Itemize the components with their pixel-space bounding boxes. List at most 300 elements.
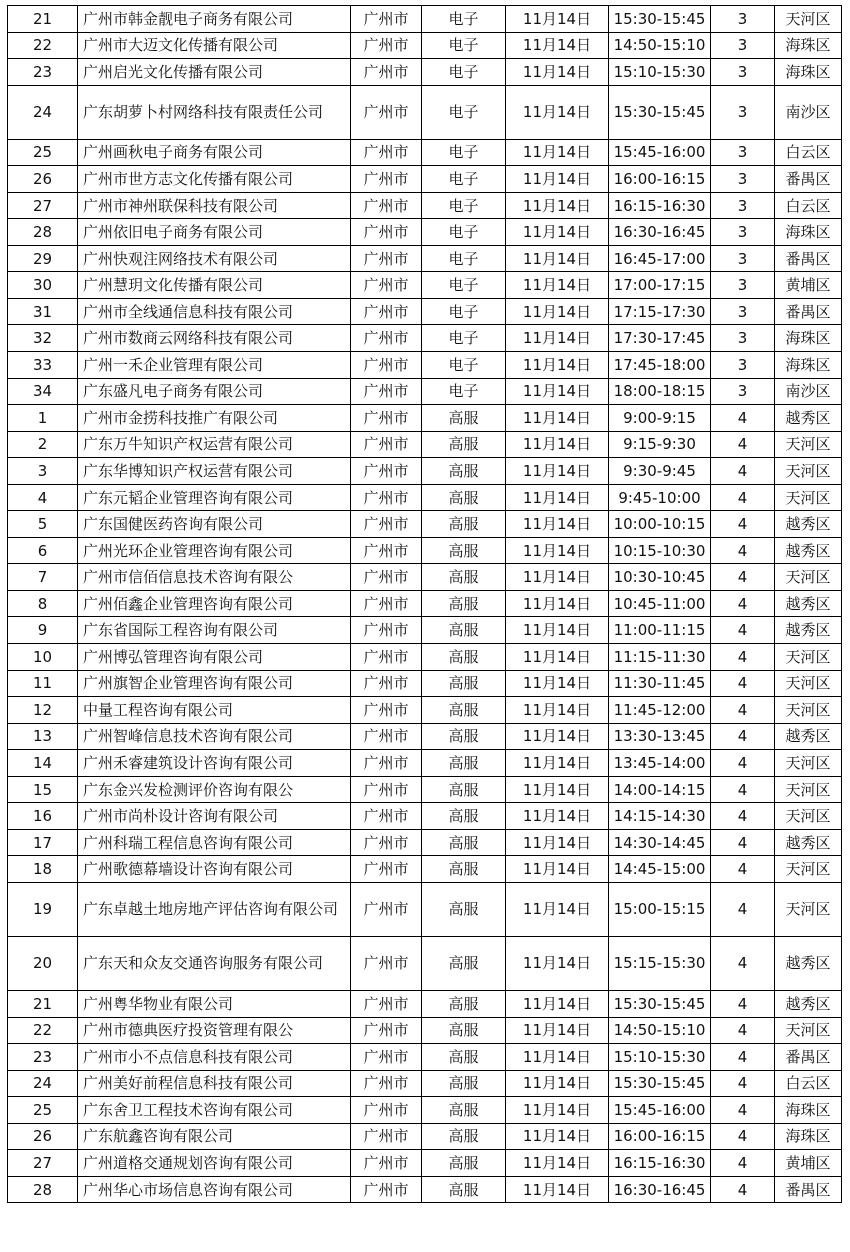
table-row	[8, 484, 842, 511]
city-cell: 广州市	[351, 298, 422, 325]
table-row	[8, 245, 842, 272]
district-cell: 南沙区	[775, 85, 842, 139]
date-cell: 11月14日	[506, 352, 609, 379]
city-cell: 广州市	[351, 85, 422, 139]
table-row	[8, 936, 842, 990]
session-number-cell: 4	[711, 1150, 775, 1177]
row-number-cell: 24	[8, 1070, 78, 1097]
time-slot-cell: 15:30-15:45	[609, 1070, 711, 1097]
table-row	[8, 352, 842, 379]
city-cell: 广州市	[351, 405, 422, 432]
table-row	[8, 803, 842, 830]
table-row	[8, 882, 842, 936]
district-cell: 白云区	[775, 1070, 842, 1097]
time-slot-cell: 15:30-15:45	[609, 85, 711, 139]
company-name-cell: 广东元韬企业管理咨询有限公司	[78, 484, 351, 511]
table-row	[8, 1070, 842, 1097]
time-slot-cell: 9:45-10:00	[609, 484, 711, 511]
category-cell: 高服	[422, 1070, 506, 1097]
row-number-cell: 22	[8, 1017, 78, 1044]
table-row	[8, 166, 842, 193]
city-cell: 广州市	[351, 990, 422, 1017]
table-row	[8, 1097, 842, 1124]
row-number-cell: 3	[8, 458, 78, 485]
category-cell: 高服	[422, 405, 506, 432]
table-row	[8, 697, 842, 724]
category-cell: 电子	[422, 325, 506, 352]
city-cell: 广州市	[351, 882, 422, 936]
time-slot-cell: 14:15-14:30	[609, 803, 711, 830]
district-cell: 天河区	[775, 882, 842, 936]
company-name-cell: 广州市世方志文化传播有限公司	[78, 166, 351, 193]
session-number-cell: 3	[711, 192, 775, 219]
category-cell: 高服	[422, 458, 506, 485]
date-cell: 11月14日	[506, 32, 609, 59]
table-row	[8, 750, 842, 777]
district-cell: 越秀区	[775, 829, 842, 856]
city-cell: 广州市	[351, 750, 422, 777]
table-row	[8, 59, 842, 86]
category-cell: 高服	[422, 1017, 506, 1044]
company-name-cell: 广州市韩金靓电子商务有限公司	[78, 6, 351, 33]
city-cell: 广州市	[351, 644, 422, 671]
company-name-cell: 广州市德典医疗投资管理有限公	[78, 1017, 351, 1044]
city-cell: 广州市	[351, 484, 422, 511]
time-slot-cell: 15:30-15:45	[609, 990, 711, 1017]
city-cell: 广州市	[351, 6, 422, 33]
district-cell: 越秀区	[775, 537, 842, 564]
company-name-cell: 广州慧玥文化传播有限公司	[78, 272, 351, 299]
category-cell: 高服	[422, 882, 506, 936]
category-cell: 电子	[422, 219, 506, 246]
city-cell: 广州市	[351, 1176, 422, 1203]
company-name-cell: 广州歌德幕墙设计咨询有限公司	[78, 856, 351, 883]
date-cell: 11月14日	[506, 378, 609, 405]
row-number-cell: 9	[8, 617, 78, 644]
table-row	[8, 431, 842, 458]
table-row	[8, 644, 842, 671]
session-number-cell: 4	[711, 750, 775, 777]
company-name-cell: 广州画秋电子商务有限公司	[78, 139, 351, 166]
row-number-cell: 11	[8, 670, 78, 697]
row-number-cell: 26	[8, 1123, 78, 1150]
city-cell: 广州市	[351, 219, 422, 246]
session-number-cell: 3	[711, 139, 775, 166]
session-number-cell: 4	[711, 590, 775, 617]
time-slot-cell: 17:30-17:45	[609, 325, 711, 352]
table-row	[8, 6, 842, 33]
row-number-cell: 2	[8, 431, 78, 458]
time-slot-cell: 11:30-11:45	[609, 670, 711, 697]
district-cell: 天河区	[775, 750, 842, 777]
company-name-cell: 广东万牛知识产权运营有限公司	[78, 431, 351, 458]
district-cell: 越秀区	[775, 990, 842, 1017]
category-cell: 高服	[422, 1044, 506, 1071]
table-row	[8, 325, 842, 352]
company-name-cell: 广州快观注网络技术有限公司	[78, 245, 351, 272]
time-slot-cell: 10:00-10:15	[609, 511, 711, 538]
session-number-cell: 4	[711, 1097, 775, 1124]
date-cell: 11月14日	[506, 750, 609, 777]
table-row	[8, 829, 842, 856]
row-number-cell: 6	[8, 537, 78, 564]
category-cell: 电子	[422, 272, 506, 299]
table-row	[8, 298, 842, 325]
date-cell: 11月14日	[506, 298, 609, 325]
table-row	[8, 272, 842, 299]
category-cell: 高服	[422, 644, 506, 671]
district-cell: 天河区	[775, 564, 842, 591]
session-number-cell: 3	[711, 272, 775, 299]
date-cell: 11月14日	[506, 405, 609, 432]
row-number-cell: 32	[8, 325, 78, 352]
category-cell: 电子	[422, 139, 506, 166]
district-cell: 天河区	[775, 458, 842, 485]
category-cell: 高服	[422, 936, 506, 990]
company-name-cell: 广州依旧电子商务有限公司	[78, 219, 351, 246]
session-number-cell: 3	[711, 245, 775, 272]
table-row	[8, 378, 842, 405]
district-cell: 黄埔区	[775, 1150, 842, 1177]
date-cell: 11月14日	[506, 139, 609, 166]
category-cell: 高服	[422, 484, 506, 511]
time-slot-cell: 13:45-14:00	[609, 750, 711, 777]
city-cell: 广州市	[351, 1044, 422, 1071]
table-row	[8, 219, 842, 246]
district-cell: 黄埔区	[775, 272, 842, 299]
company-name-cell: 广东华博知识产权运营有限公司	[78, 458, 351, 485]
district-cell: 越秀区	[775, 723, 842, 750]
row-number-cell: 27	[8, 192, 78, 219]
city-cell: 广州市	[351, 272, 422, 299]
district-cell: 海珠区	[775, 32, 842, 59]
time-slot-cell: 16:00-16:15	[609, 166, 711, 193]
company-name-cell: 广东航鑫咨询有限公司	[78, 1123, 351, 1150]
company-name-cell: 广州美好前程信息科技有限公司	[78, 1070, 351, 1097]
city-cell: 广州市	[351, 1070, 422, 1097]
district-cell: 天河区	[775, 431, 842, 458]
date-cell: 11月14日	[506, 1017, 609, 1044]
company-name-cell: 广州市大迈文化传播有限公司	[78, 32, 351, 59]
session-number-cell: 4	[711, 644, 775, 671]
row-number-cell: 18	[8, 856, 78, 883]
city-cell: 广州市	[351, 431, 422, 458]
date-cell: 11月14日	[506, 6, 609, 33]
district-cell: 海珠区	[775, 1097, 842, 1124]
date-cell: 11月14日	[506, 1176, 609, 1203]
district-cell: 越秀区	[775, 590, 842, 617]
date-cell: 11月14日	[506, 1150, 609, 1177]
date-cell: 11月14日	[506, 59, 609, 86]
row-number-cell: 29	[8, 245, 78, 272]
row-number-cell: 34	[8, 378, 78, 405]
session-number-cell: 4	[711, 990, 775, 1017]
district-cell: 南沙区	[775, 378, 842, 405]
district-cell: 天河区	[775, 856, 842, 883]
session-number-cell: 3	[711, 6, 775, 33]
table-row	[8, 405, 842, 432]
session-number-cell: 3	[711, 378, 775, 405]
date-cell: 11月14日	[506, 1070, 609, 1097]
city-cell: 广州市	[351, 617, 422, 644]
row-number-cell: 14	[8, 750, 78, 777]
company-name-cell: 广州市尚朴设计咨询有限公司	[78, 803, 351, 830]
district-cell: 白云区	[775, 192, 842, 219]
category-cell: 高服	[422, 750, 506, 777]
session-number-cell: 3	[711, 32, 775, 59]
district-cell: 天河区	[775, 644, 842, 671]
district-cell: 天河区	[775, 1017, 842, 1044]
company-name-cell: 广州市全线通信息科技有限公司	[78, 298, 351, 325]
district-cell: 天河区	[775, 484, 842, 511]
time-slot-cell: 15:30-15:45	[609, 6, 711, 33]
table-row	[8, 856, 842, 883]
city-cell: 广州市	[351, 936, 422, 990]
table-row	[8, 537, 842, 564]
date-cell: 11月14日	[506, 192, 609, 219]
category-cell: 高服	[422, 856, 506, 883]
row-number-cell: 23	[8, 1044, 78, 1071]
row-number-cell: 28	[8, 219, 78, 246]
district-cell: 越秀区	[775, 617, 842, 644]
district-cell: 番禺区	[775, 1044, 842, 1071]
row-number-cell: 30	[8, 272, 78, 299]
session-number-cell: 4	[711, 697, 775, 724]
row-number-cell: 24	[8, 85, 78, 139]
table-row	[8, 192, 842, 219]
date-cell: 11月14日	[506, 617, 609, 644]
time-slot-cell: 16:30-16:45	[609, 219, 711, 246]
date-cell: 11月14日	[506, 166, 609, 193]
session-number-cell: 4	[711, 670, 775, 697]
date-cell: 11月14日	[506, 484, 609, 511]
row-number-cell: 12	[8, 697, 78, 724]
category-cell: 高服	[422, 537, 506, 564]
table-row	[8, 458, 842, 485]
table-row	[8, 1044, 842, 1071]
session-number-cell: 4	[711, 723, 775, 750]
company-name-cell: 广州博弘管理咨询有限公司	[78, 644, 351, 671]
date-cell: 11月14日	[506, 325, 609, 352]
session-number-cell: 4	[711, 431, 775, 458]
table-row	[8, 511, 842, 538]
row-number-cell: 4	[8, 484, 78, 511]
category-cell: 电子	[422, 6, 506, 33]
category-cell: 高服	[422, 1150, 506, 1177]
date-cell: 11月14日	[506, 1097, 609, 1124]
company-name-cell: 广州市信佰信息技术咨询有限公	[78, 564, 351, 591]
city-cell: 广州市	[351, 192, 422, 219]
session-number-cell: 4	[711, 803, 775, 830]
company-name-cell: 广州一禾企业管理有限公司	[78, 352, 351, 379]
row-number-cell: 7	[8, 564, 78, 591]
company-name-cell: 广州市小不点信息科技有限公司	[78, 1044, 351, 1071]
company-name-cell: 广州市神州联保科技有限公司	[78, 192, 351, 219]
city-cell: 广州市	[351, 697, 422, 724]
session-number-cell: 3	[711, 298, 775, 325]
session-number-cell: 4	[711, 1044, 775, 1071]
company-name-cell: 广州旗智企业管理咨询有限公司	[78, 670, 351, 697]
time-slot-cell: 10:30-10:45	[609, 564, 711, 591]
district-cell: 越秀区	[775, 405, 842, 432]
table-row	[8, 990, 842, 1017]
time-slot-cell: 10:15-10:30	[609, 537, 711, 564]
row-number-cell: 31	[8, 298, 78, 325]
row-number-cell: 22	[8, 32, 78, 59]
date-cell: 11月14日	[506, 1123, 609, 1150]
row-number-cell: 15	[8, 776, 78, 803]
city-cell: 广州市	[351, 590, 422, 617]
time-slot-cell: 15:10-15:30	[609, 1044, 711, 1071]
session-number-cell: 3	[711, 325, 775, 352]
time-slot-cell: 15:00-15:15	[609, 882, 711, 936]
city-cell: 广州市	[351, 352, 422, 379]
date-cell: 11月14日	[506, 829, 609, 856]
session-number-cell: 4	[711, 1176, 775, 1203]
session-number-cell: 3	[711, 85, 775, 139]
category-cell: 高服	[422, 829, 506, 856]
district-cell: 天河区	[775, 670, 842, 697]
time-slot-cell: 11:00-11:15	[609, 617, 711, 644]
session-number-cell: 4	[711, 936, 775, 990]
session-number-cell: 4	[711, 617, 775, 644]
district-cell: 天河区	[775, 776, 842, 803]
session-number-cell: 4	[711, 1017, 775, 1044]
table-row	[8, 617, 842, 644]
time-slot-cell: 13:30-13:45	[609, 723, 711, 750]
table-row	[8, 139, 842, 166]
category-cell: 高服	[422, 1176, 506, 1203]
category-cell: 高服	[422, 697, 506, 724]
table-row	[8, 590, 842, 617]
category-cell: 电子	[422, 378, 506, 405]
category-cell: 高服	[422, 511, 506, 538]
date-cell: 11月14日	[506, 723, 609, 750]
session-number-cell: 4	[711, 458, 775, 485]
category-cell: 电子	[422, 192, 506, 219]
date-cell: 11月14日	[506, 272, 609, 299]
company-name-cell: 广州市金捞科技推广有限公司	[78, 405, 351, 432]
company-name-cell: 广东胡萝卜村网络科技有限责任公司	[78, 85, 351, 139]
schedule-sheet	[7, 5, 842, 1203]
category-cell: 电子	[422, 352, 506, 379]
table-row	[8, 776, 842, 803]
time-slot-cell: 15:15-15:30	[609, 936, 711, 990]
company-name-cell: 广州禾睿建筑设计咨询有限公司	[78, 750, 351, 777]
city-cell: 广州市	[351, 245, 422, 272]
date-cell: 11月14日	[506, 537, 609, 564]
category-cell: 电子	[422, 298, 506, 325]
category-cell: 高服	[422, 1123, 506, 1150]
district-cell: 海珠区	[775, 1123, 842, 1150]
city-cell: 广州市	[351, 829, 422, 856]
company-name-cell: 广州科瑞工程信息咨询有限公司	[78, 829, 351, 856]
row-number-cell: 25	[8, 139, 78, 166]
category-cell: 电子	[422, 32, 506, 59]
date-cell: 11月14日	[506, 697, 609, 724]
row-number-cell: 19	[8, 882, 78, 936]
company-name-cell: 广州华心市场信息咨询有限公司	[78, 1176, 351, 1203]
city-cell: 广州市	[351, 537, 422, 564]
district-cell: 海珠区	[775, 219, 842, 246]
district-cell: 海珠区	[775, 325, 842, 352]
session-number-cell: 4	[711, 1070, 775, 1097]
schedule-table	[7, 5, 842, 1203]
table-row	[8, 1150, 842, 1177]
category-cell: 高服	[422, 990, 506, 1017]
time-slot-cell: 17:45-18:00	[609, 352, 711, 379]
city-cell: 广州市	[351, 803, 422, 830]
company-name-cell: 中量工程咨询有限公司	[78, 697, 351, 724]
table-row	[8, 85, 842, 139]
table-row	[8, 670, 842, 697]
company-name-cell: 广州光环企业管理咨询有限公司	[78, 537, 351, 564]
date-cell: 11月14日	[506, 85, 609, 139]
city-cell: 广州市	[351, 723, 422, 750]
city-cell: 广州市	[351, 1123, 422, 1150]
date-cell: 11月14日	[506, 511, 609, 538]
city-cell: 广州市	[351, 325, 422, 352]
category-cell: 高服	[422, 670, 506, 697]
city-cell: 广州市	[351, 458, 422, 485]
date-cell: 11月14日	[506, 590, 609, 617]
row-number-cell: 28	[8, 1176, 78, 1203]
time-slot-cell: 16:15-16:30	[609, 192, 711, 219]
city-cell: 广州市	[351, 32, 422, 59]
row-number-cell: 13	[8, 723, 78, 750]
row-number-cell: 27	[8, 1150, 78, 1177]
city-cell: 广州市	[351, 166, 422, 193]
city-cell: 广州市	[351, 1097, 422, 1124]
district-cell: 天河区	[775, 6, 842, 33]
table-row	[8, 1123, 842, 1150]
time-slot-cell: 9:00-9:15	[609, 405, 711, 432]
row-number-cell: 25	[8, 1097, 78, 1124]
company-name-cell: 广东盛凡电子商务有限公司	[78, 378, 351, 405]
time-slot-cell: 14:30-14:45	[609, 829, 711, 856]
row-number-cell: 5	[8, 511, 78, 538]
time-slot-cell: 15:10-15:30	[609, 59, 711, 86]
district-cell: 越秀区	[775, 511, 842, 538]
date-cell: 11月14日	[506, 1044, 609, 1071]
session-number-cell: 3	[711, 219, 775, 246]
city-cell: 广州市	[351, 378, 422, 405]
time-slot-cell: 9:15-9:30	[609, 431, 711, 458]
date-cell: 11月14日	[506, 990, 609, 1017]
company-name-cell: 广州智峰信息技术咨询有限公司	[78, 723, 351, 750]
time-slot-cell: 17:15-17:30	[609, 298, 711, 325]
date-cell: 11月14日	[506, 882, 609, 936]
category-cell: 高服	[422, 564, 506, 591]
district-cell: 海珠区	[775, 352, 842, 379]
table-row	[8, 32, 842, 59]
session-number-cell: 4	[711, 564, 775, 591]
city-cell: 广州市	[351, 59, 422, 86]
company-name-cell: 广东省国际工程咨询有限公司	[78, 617, 351, 644]
category-cell: 电子	[422, 85, 506, 139]
time-slot-cell: 10:45-11:00	[609, 590, 711, 617]
time-slot-cell: 16:15-16:30	[609, 1150, 711, 1177]
row-number-cell: 20	[8, 936, 78, 990]
row-number-cell: 10	[8, 644, 78, 671]
session-number-cell: 4	[711, 856, 775, 883]
category-cell: 电子	[422, 59, 506, 86]
row-number-cell: 26	[8, 166, 78, 193]
row-number-cell: 21	[8, 990, 78, 1017]
time-slot-cell: 18:00-18:15	[609, 378, 711, 405]
city-cell: 广州市	[351, 776, 422, 803]
company-name-cell: 广州佰鑫企业管理咨询有限公司	[78, 590, 351, 617]
